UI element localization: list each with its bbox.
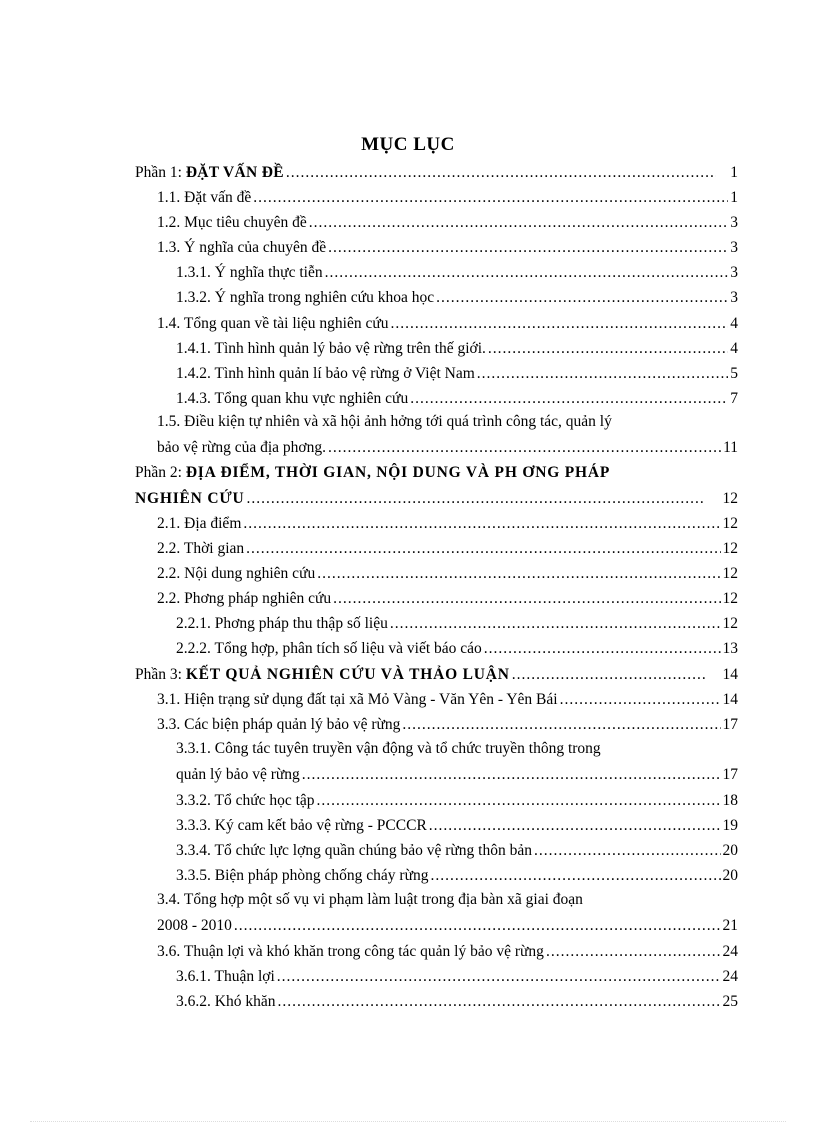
entry-label: 2.2.2. Tổng hợp, phân tích số liệu và viết báo cáo [176, 640, 482, 657]
page-number: 12 [722, 590, 738, 607]
dot-leader [390, 615, 721, 633]
dot-leader [328, 239, 728, 257]
page-title: MỤC LỤC [361, 134, 455, 155]
entry-label: 2.1. Địa điểm [157, 515, 242, 532]
toc-part-2-line1[interactable] [135, 464, 610, 482]
toc-entry-2-2-time[interactable] [157, 536, 738, 558]
entry-label: 1.3.2. Ý nghĩa trong nghiên cứu khoa học [176, 289, 435, 306]
toc-entry-2-2-1[interactable] [176, 611, 738, 633]
page-number: 1 [730, 189, 738, 206]
page-number: 1 [730, 164, 738, 181]
page-number: 13 [722, 640, 738, 657]
page-number: 14 [722, 691, 738, 708]
dot-leader [488, 340, 728, 358]
part-title: KẾT QUẢ NGHIÊN CỨU VÀ THẢO LUẬN [185, 666, 510, 683]
page-number: 14 [722, 666, 738, 683]
dot-leader [546, 943, 721, 961]
toc-entry-3-6[interactable] [157, 939, 738, 961]
entry-label: 3.1. Hiện trạng sử dụng đất tại xã Mỏ Vàng - Văn Yên - Yên Bái [157, 691, 558, 708]
dot-leader [484, 640, 721, 658]
dot-leader [246, 490, 704, 508]
entry-label: 3.6. Thuận lợi và khó khăn trong công tác quản lý bảo vệ rừng [157, 943, 544, 960]
toc-part-1[interactable] [135, 160, 738, 182]
dot-leader [430, 867, 720, 885]
toc-entry-2-1[interactable] [157, 511, 738, 533]
dot-leader [402, 716, 720, 734]
toc-entry-2-2-content[interactable] [157, 561, 738, 583]
toc-entry-3-3-5[interactable] [176, 863, 738, 885]
entry-label: 3.6.1. Thuận lợi [176, 968, 275, 985]
toc-part-2[interactable] [135, 486, 738, 508]
toc-entry-3-3-4[interactable] [176, 838, 738, 860]
dot-leader [277, 993, 720, 1011]
page-number: 19 [722, 817, 738, 834]
page-number: 12 [722, 565, 738, 582]
toc-entry-3-1[interactable] [157, 687, 738, 709]
entry-label: 3.3.5. Biện pháp phòng chống cháy rừng [176, 867, 429, 884]
page-number: 3 [730, 264, 738, 281]
entry-label: 3.3. Các biện pháp quản lý bảo vệ rừng [157, 716, 401, 733]
dot-leader [253, 189, 728, 207]
toc-entry-1-4[interactable] [157, 311, 738, 333]
page-number: 7 [730, 390, 738, 407]
dot-leader [243, 515, 720, 533]
entry-label: 1.4.1. Tình hình quản lý bảo vệ rừng trên thế giới. [176, 340, 486, 357]
page-number: 5 [730, 365, 738, 382]
toc-entry-3-6-2[interactable] [176, 989, 738, 1011]
dot-leader [410, 390, 728, 408]
entry-label: quản lý bảo vệ rừng [176, 766, 300, 783]
dot-leader [477, 365, 728, 383]
toc-entry-3-3-1[interactable] [176, 762, 738, 784]
entry-label: 1.2. Mục tiêu chuyên đề [157, 214, 307, 231]
page-number: 20 [722, 842, 738, 859]
dot-leader [234, 917, 721, 935]
toc-entry-3-3-2[interactable] [176, 788, 738, 810]
page-number: 12 [722, 540, 738, 557]
page-number: 18 [722, 792, 738, 809]
entry-label: 2.2.1. Phơng pháp thu thập số liệu [176, 615, 388, 632]
page-number: 25 [722, 993, 738, 1010]
page-number: 3 [730, 214, 738, 231]
page-number: 3 [730, 289, 738, 306]
page-number: 12 [722, 515, 738, 532]
toc-entry-1-5-line1[interactable]: 1.5. Điều kiện tự nhiên và xã hội ảnh hởng tới quá trình công tác, quản lý [157, 413, 612, 430]
page-bottom-divider [30, 1121, 786, 1122]
toc-entry-3-3-1-line1[interactable]: 3.3.1. Công tác tuyên truyền vận động và tổ chức truyền thông trong [176, 740, 601, 757]
page-number: 21 [722, 917, 738, 934]
entry-label: 1.3.1. Ý nghĩa thực tiễn [176, 264, 323, 281]
toc-entry-3-3[interactable] [157, 712, 738, 734]
toc-entry-1-5[interactable] [157, 435, 738, 457]
dot-leader [333, 590, 720, 608]
dot-leader [325, 264, 729, 282]
toc-entry-1-3[interactable] [157, 235, 738, 257]
page-number: 11 [723, 439, 738, 456]
page-number: 24 [722, 943, 738, 960]
part-prefix: Phần 2: [135, 464, 186, 481]
toc-entry-3-6-1[interactable] [176, 964, 738, 986]
dot-leader [534, 842, 721, 860]
entry-label: 1.3. Ý nghĩa của chuyên đề [157, 239, 327, 256]
entry-label: 3.3.3. Ký cam kết bảo vệ rừng - PCCCR [176, 817, 427, 834]
dot-leader [286, 164, 716, 182]
entry-label: 2.2. Nội dung nghiên cứu [157, 565, 316, 582]
entry-label: 3.3.2. Tổ chức học tập [176, 792, 315, 809]
toc-entry-1-2[interactable] [157, 210, 738, 232]
part-title: ĐỊA ĐIỂM, THỜI GIAN, NỘI DUNG VÀ PH ƠNG PHÁP [185, 464, 611, 481]
toc-part-3[interactable] [135, 662, 738, 684]
page-number: 20 [722, 867, 738, 884]
dot-leader [277, 968, 721, 986]
part-title: ĐẶT VẤN ĐỀ [185, 164, 284, 181]
entry-label: 2008 - 2010 [157, 917, 232, 934]
dot-leader [328, 439, 721, 457]
part-title: NGHIÊN CỨU [135, 490, 245, 507]
dot-leader [246, 540, 720, 558]
entry-label: 2.2. Thời gian [157, 540, 245, 557]
dot-leader [429, 817, 721, 835]
entry-label: 1.4. Tổng quan về tài liệu nghiên cứu [157, 315, 389, 332]
dot-leader [302, 766, 721, 784]
part-prefix: Phần 3: [135, 666, 186, 683]
part-prefix: Phần 1: [135, 164, 186, 181]
entry-label: 3.3.4. Tổ chức lực lợng quần chúng bảo vệ rừng thôn bản [176, 842, 532, 859]
page-number: 3 [730, 239, 738, 256]
entry-label: 1.4.3. Tổng quan khu vực nghiên cứu [176, 390, 409, 407]
dot-leader [391, 315, 729, 333]
dot-leader [317, 565, 720, 583]
entry-label: 1.4.2. Tình hình quản lí bảo vệ rừng ở Việt Nam [176, 365, 475, 382]
page-number: 12 [722, 615, 738, 632]
toc-entry-3-4-line1[interactable]: 3.4. Tổng hợp một số vụ vi phạm làm luật trong địa bàn xã giai đoạn [157, 891, 583, 908]
toc-entry-1-3-2[interactable] [176, 285, 738, 307]
dot-leader [436, 289, 728, 307]
page-number: 12 [722, 490, 738, 507]
dot-leader [560, 691, 721, 709]
entry-label: 3.6.2. Khó khăn [176, 993, 276, 1010]
dot-leader [512, 666, 705, 684]
toc-entry-3-4[interactable] [157, 913, 738, 935]
toc-entry-2-2-method[interactable] [157, 586, 738, 608]
toc-entry-1-3-1[interactable] [176, 260, 738, 282]
toc-entry-2-2-2[interactable] [176, 636, 738, 658]
toc-entry-1-4-1[interactable] [176, 336, 738, 358]
page-number: 17 [722, 716, 738, 733]
toc-entry-3-3-3[interactable] [176, 813, 738, 835]
toc-entry-1-4-3[interactable] [176, 386, 738, 408]
entry-label: bảo vệ rừng của địa phơng. [157, 439, 326, 456]
entry-label: 2.2. Phơng pháp nghiên cứu [157, 590, 332, 607]
page-number: 4 [730, 315, 738, 332]
toc-entry-1-1[interactable] [157, 185, 738, 207]
dot-leader [309, 214, 728, 232]
dot-leader [317, 792, 721, 810]
entry-label: 1.1. Đặt vấn đề [157, 189, 252, 206]
toc-entry-1-4-2[interactable] [176, 361, 738, 383]
page-number: 24 [722, 968, 738, 985]
page-number: 4 [730, 340, 738, 357]
page-number: 17 [722, 766, 738, 783]
